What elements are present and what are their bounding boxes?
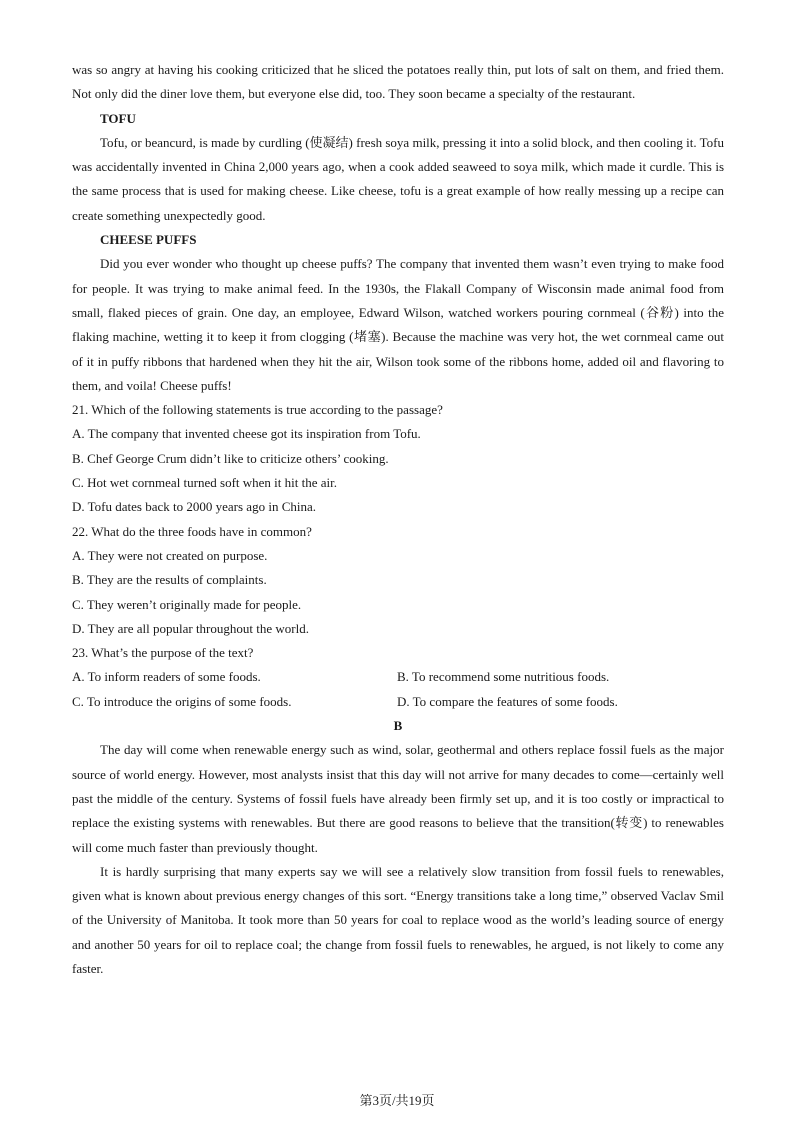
option-a: A. The company that invented cheese got its inspiration from Tofu.: [72, 426, 421, 442]
option-a: A. They were not created on purpose.: [72, 547, 268, 563]
option-a: A. To inform readers of some foods.: [72, 669, 261, 685]
section-b-title: B: [393, 718, 403, 734]
options-row-2: [72, 690, 724, 714]
question-stem: 21. Which of the following statements is true according to the passage?: [72, 402, 443, 418]
options-row-1: [72, 665, 724, 689]
passage-b-paragraph-1: The day will come when renewable energy such as wind, solar, geothermal and others replace fossil fuels as the major source of world energy. However, most analysts insist that this day will not arrive for many decades to come—certainly well past the middle of the century. Systems of fossil fuels have already been firmly set up, and it is too costly or impractical to replace the existing systems with renewables. But there are good reasons to believe that the transition(转变) to renewables will come much faster than previously thought.: [72, 742, 724, 855]
option-c: C. To introduce the origins of some foods.: [72, 693, 292, 709]
question-21: [72, 398, 724, 519]
page-content: [72, 58, 724, 981]
option-d: D. Tofu dates back to 2000 years ago in China.: [72, 499, 316, 515]
passage-b-paragraph-2: It is hardly surprising that many experts say we will see a relatively slow transition from fossil fuels to renewables, given what is known about previous energy changes of this sort. “Energy transitions take a long time,” observed Vaclav Smil of the University of Manitoba. It took more than 50 years for coal to replace wood as the world’s leading source of energy and another 50 years for oil to replace coal; the change from fossil fuels to renewables, he argued, is not likely to come any faster.: [72, 863, 724, 976]
cheese-puffs-paragraph: Did you ever wonder who thought up cheese puffs? The company that invented them wasn’t even trying to make food for people. It was trying to make animal feed. In the 1930s, the Flakall Company of Wisconsin made animal food from small, flaked pieces of grain. One day, an employee, Edward Wilson, watched workers pouring cornmeal (谷粉) into the flaking machine, wetting it to keep it from clogging (堵塞). Because the machine was very hot, the wet cornmeal came out of it in puffy ribbons that hardened when they hit the air, Wilson took some of the ribbons home, added oil and flavoring to them, and voila! Cheese puffs!: [72, 256, 724, 393]
option-d: D. They are all popular throughout the world.: [72, 620, 309, 636]
option-b: B. Chef George Crum didn’t like to criticize others’ cooking.: [72, 450, 389, 466]
cheese-puffs-heading: CHEESE PUFFS: [100, 232, 197, 248]
tofu-heading: TOFU: [100, 110, 136, 126]
option-c: C. They weren’t originally made for people.: [72, 596, 302, 612]
tofu-paragraph: Tofu, or beancurd, is made by curdling (使凝结) fresh soya milk, pressing it into a solid block, and then cooling it. Tofu was accidentally invented in China 2,000 years ago, when a cook added seaweed to soya milk, which made it curdle. This is the same process that is used for making cheese. Like cheese, tofu is a great example of how really messing up a recipe can create something unexpectedly good.: [72, 134, 724, 223]
option-d: D. To compare the features of some foods.: [397, 693, 618, 709]
question-23: [72, 641, 724, 714]
option-b: B. To recommend some nutritious foods.: [397, 669, 610, 685]
option-b: B. They are the results of complaints.: [72, 572, 267, 588]
page-number: 第3页/共19页: [359, 1093, 435, 1108]
question-22: [72, 520, 724, 641]
question-stem: 23. What’s the purpose of the text?: [72, 645, 254, 661]
intro-paragraph: was so angry at having his cooking criticized that he sliced the potatoes really thin, put lots of salt on them, and fried them. Not only did the diner love them, but everyone else did, too. They soon became a specialty of the restaurant.: [72, 62, 724, 102]
question-stem: 22. What do the three foods have in common?: [72, 523, 312, 539]
option-c: C. Hot wet cornmeal turned soft when it hit the air.: [72, 475, 337, 491]
